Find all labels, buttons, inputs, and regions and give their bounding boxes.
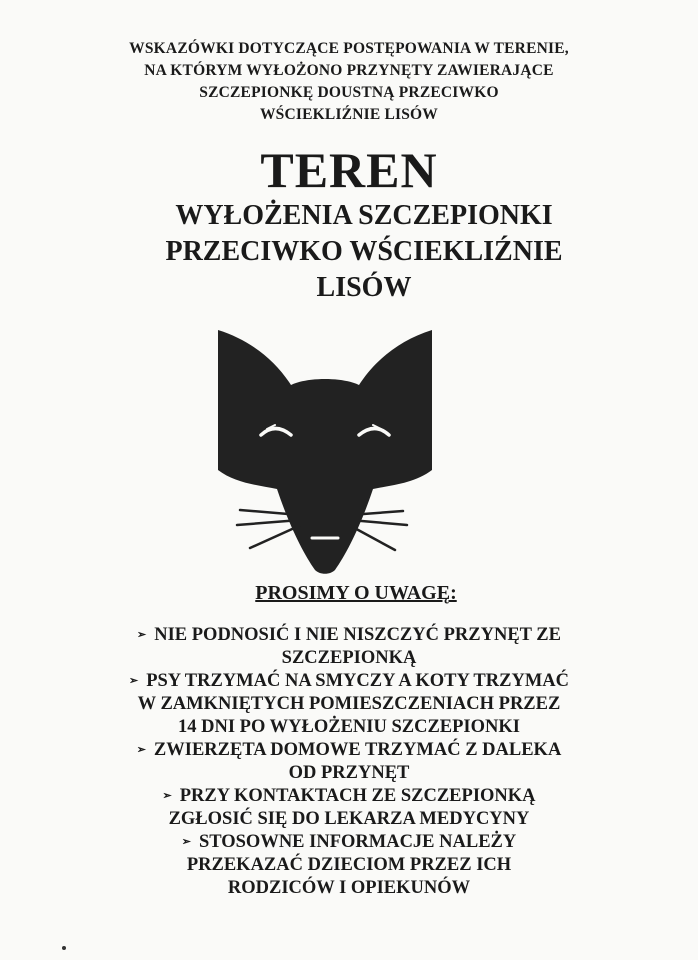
list-item	[40, 739, 658, 785]
list-item	[40, 670, 658, 739]
intro-line-2: NA KTÓRYM WYŁOŻONO PRZYNĘTY ZAWIERAJĄCE	[144, 62, 554, 79]
notice-heading: PROSIMY O UWAGĘ:	[255, 582, 457, 604]
item-line: NIE PODNOSIĆ I NIE NISZCZYĆ PRZYNĘT ZE	[154, 625, 561, 645]
intro-line-3: SZCZEPIONKĘ DOUSTNĄ PRZECIWKO	[199, 84, 499, 101]
fox-head-icon	[215, 325, 435, 575]
scan-speck	[62, 946, 66, 950]
item-line: PRZY KONTAKTACH ZE SZCZEPIONKĄ	[179, 786, 536, 806]
arrow-bullet-icon: ➢	[162, 790, 172, 802]
intro-line-1: WSKAZÓWKI DOTYCZĄCE POSTĘPOWANIA W TERENIE,	[129, 40, 569, 57]
item-line: ZGŁOSIĆ SIĘ DO LEKARZA MEDYCYNY	[168, 809, 530, 829]
item-line: ZWIERZĘTA DOMOWE TRZYMAĆ Z DALEKA	[153, 740, 562, 760]
list-item	[40, 831, 658, 900]
subtitle-line-1: WYŁOŻENIA SZCZEPIONKI	[175, 200, 553, 231]
list-item	[40, 624, 658, 670]
intro-line-4: WŚCIEKLIŹNIE LISÓW	[259, 106, 439, 123]
list-item	[40, 785, 658, 831]
item-line: PSY TRZYMAĆ NA SMYCZY A KOTY TRZYMAĆ	[146, 671, 570, 691]
subtitle-line-2: PRZECIWKO WŚCIEKLIŹNIE	[165, 236, 563, 267]
item-line: OD PRZYNĘT	[288, 763, 410, 783]
item-line: STOSOWNE INFORMACJE NALEŻY	[198, 832, 517, 852]
arrow-bullet-icon: ➢	[128, 675, 139, 687]
arrow-bullet-icon: ➢	[136, 744, 146, 756]
item-line: W ZAMKNIĘTYCH POMIESZCZENIACH PRZEZ	[137, 694, 561, 714]
item-line: 14 DNI PO WYŁOŻENIU SZCZEPIONKI	[178, 717, 520, 737]
main-title: TEREN	[260, 142, 438, 198]
intro-text	[40, 38, 658, 126]
item-line: SZCZEPIONKĄ	[281, 648, 417, 668]
arrow-bullet-icon: ➢	[181, 836, 191, 848]
arrow-bullet-icon: ➢	[137, 629, 147, 641]
subtitle-line-3: LISÓW	[316, 272, 412, 303]
item-line: RODZICÓW I OPIEKUNÓW	[227, 878, 471, 898]
instruction-list	[40, 624, 658, 900]
subtitle	[0, 198, 698, 306]
item-line: PRZEKAZAĆ DZIECIOM PRZEZ ICH	[186, 855, 512, 875]
